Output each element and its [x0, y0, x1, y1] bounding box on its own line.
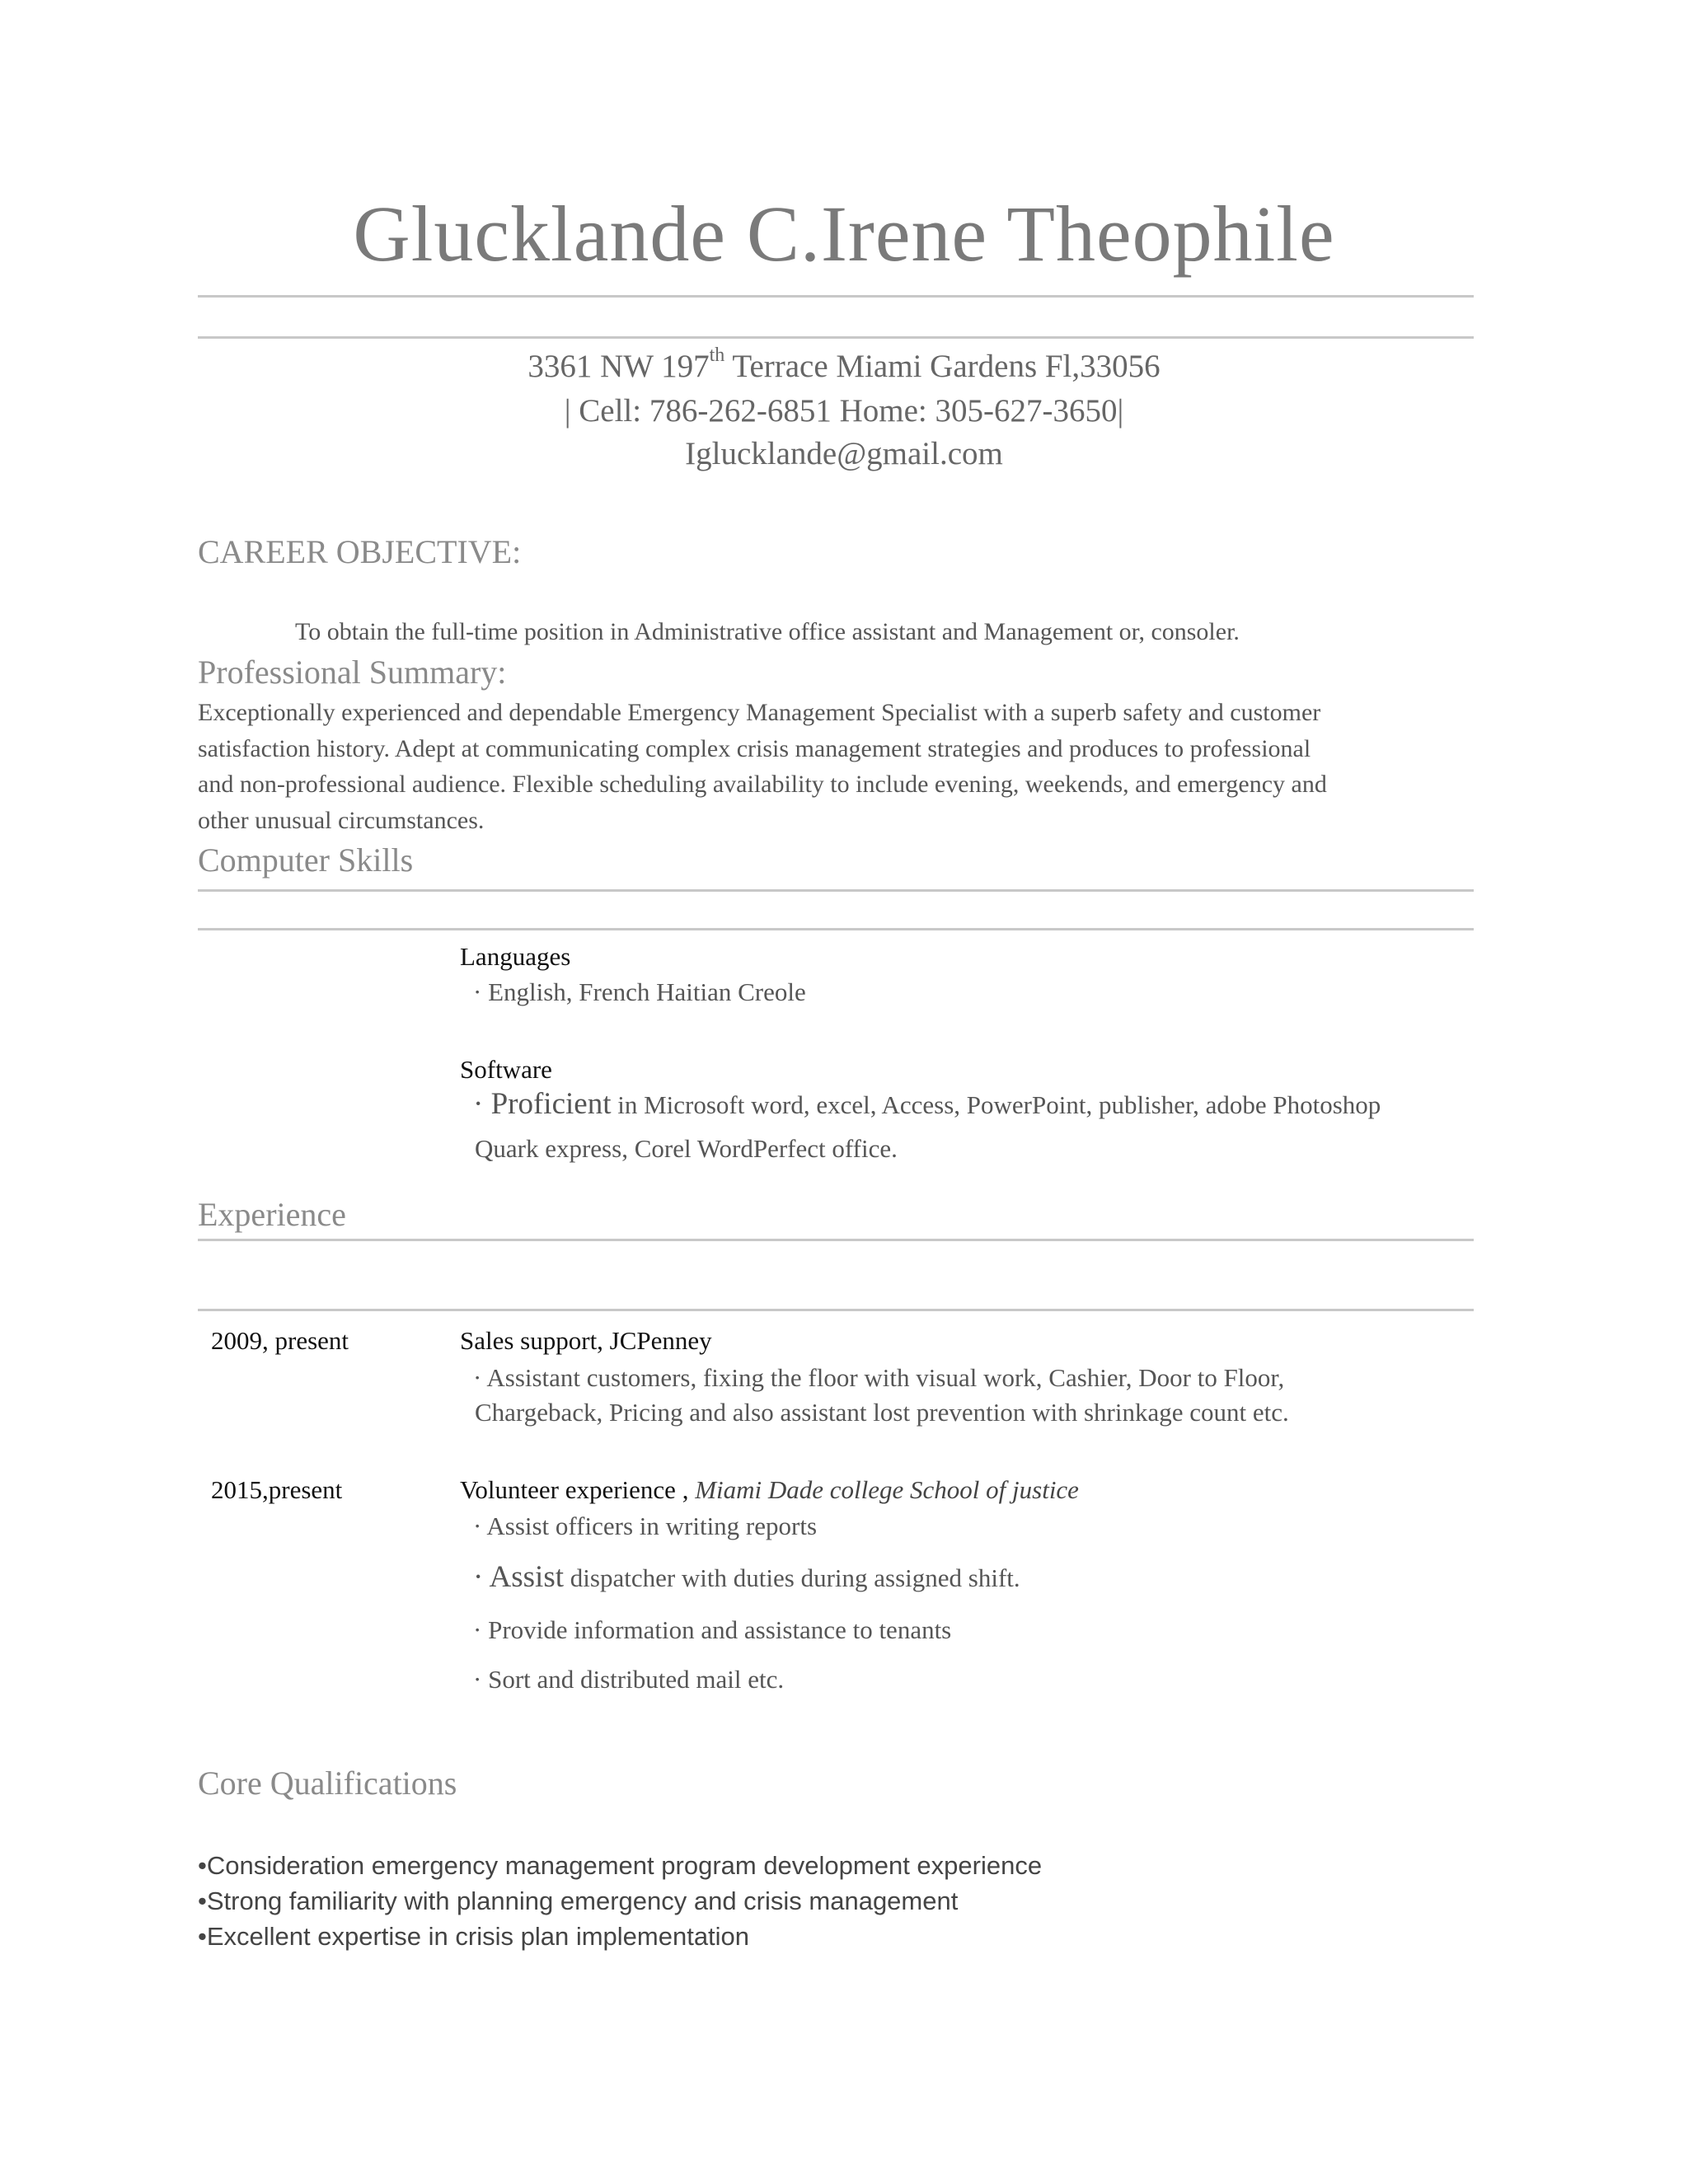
- summary-line: and non-professional audience. Flexible scheduling availability to include evening, weekends, and emergency and: [198, 771, 1327, 798]
- resume-name: Glucklande C.Irene Theophile: [353, 190, 1335, 278]
- professional-summary-heading: Professional Summary:: [198, 654, 507, 691]
- qualification-item: •Consideration emergency management program development experience: [198, 1851, 1043, 1880]
- job-date: 2015,present: [211, 1475, 343, 1504]
- divider: [198, 295, 1474, 298]
- qualification-item: •Excellent expertise in crisis plan implementation: [198, 1922, 750, 1951]
- job-duty: · Assist dispatcher with duties during assigned shift.: [473, 1560, 1020, 1594]
- phone-line: | Cell: 786-262-6851 Home: 305-627-3650|: [564, 393, 1124, 429]
- job-duty-continued: Chargeback, Pricing and also assistant lost prevention with shrinkage count etc.: [475, 1398, 1289, 1427]
- job-duty: · Provide information and assistance to tenants: [473, 1615, 952, 1644]
- job-duty: · Assistant customers, fixing the floor with visual work, Cashier, Door to Floor,: [473, 1363, 1285, 1392]
- job-date: 2009, present: [211, 1326, 349, 1355]
- career-objective-text: To obtain the full-time position in Administrative office assistant and Management or, consoler.: [295, 618, 1240, 645]
- core-qualifications-heading: Core Qualifications: [198, 1765, 457, 1802]
- summary-line: satisfaction history. Adept at communicating complex crisis management strategies and produces to professional: [198, 735, 1311, 762]
- divider: [198, 1239, 1474, 1241]
- job-title: Volunteer experience , Miami Dade college School of justice: [460, 1475, 1079, 1504]
- languages-item: · English, French Haitian Creole: [473, 977, 806, 1006]
- divider: [198, 928, 1474, 930]
- divider: [198, 1309, 1474, 1311]
- software-label: Software: [460, 1055, 552, 1084]
- address-line: 3361 NW 197th Terrace Miami Gardens Fl,33056: [528, 344, 1160, 384]
- email-address: Iglucklande@gmail.com: [685, 436, 1003, 471]
- computer-skills-heading: Computer Skills: [198, 841, 414, 879]
- languages-label: Languages: [460, 942, 571, 971]
- summary-line: Exceptionally experienced and dependable Emergency Management Specialist with a superb safety and customer: [198, 699, 1321, 726]
- experience-heading: Experience: [198, 1196, 346, 1233]
- career-objective-heading: CAREER OBJECTIVE:: [198, 533, 522, 570]
- job-duty: · Assist officers in writing reports: [473, 1511, 818, 1540]
- divider: [198, 336, 1474, 339]
- divider: [198, 889, 1474, 892]
- summary-line: other unusual circumstances.: [198, 807, 485, 834]
- qualification-item: •Strong familiarity with planning emergency and crisis management: [198, 1886, 959, 1915]
- software-item: · Proficient in Microsoft word, excel, Access, PowerPoint, publisher, adobe Photoshop: [473, 1087, 1381, 1121]
- job-duty: · Sort and distributed mail etc.: [473, 1665, 785, 1694]
- job-title: Sales support, JCPenney: [460, 1326, 712, 1355]
- software-item-continued: Quark express, Corel WordPerfect office.: [475, 1134, 898, 1163]
